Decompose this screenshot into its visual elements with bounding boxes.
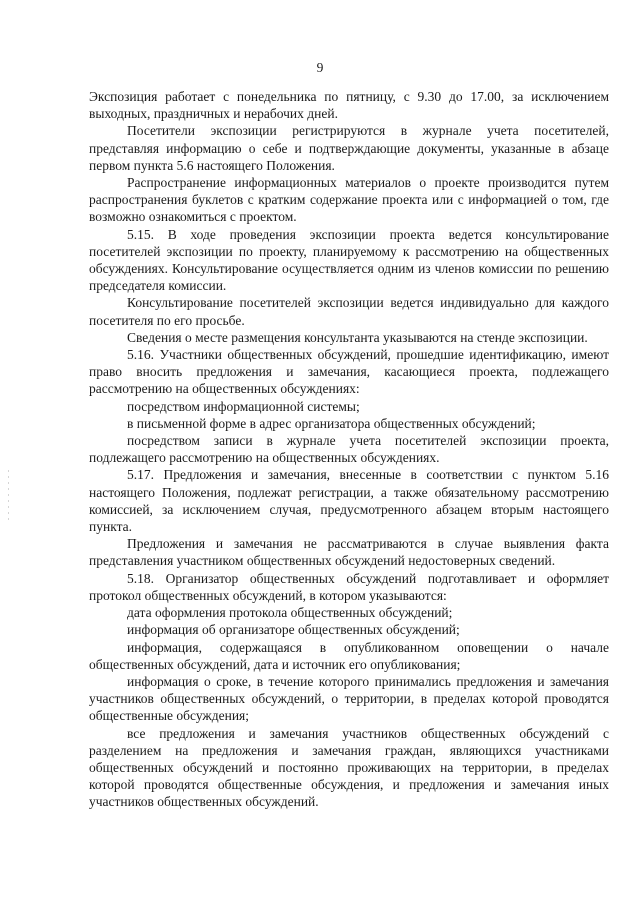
list-item-announcement-info: информация, содержащаяся в опубликованном оповещении о начале общественных обсуждений, дата и источник его опубликования; — [89, 639, 609, 672]
paragraph-consultant-location: Сведения о месте размещения консультанта указываются на стенде экспозиции. — [127, 329, 588, 345]
paragraph-clause-5-16: 5.16. Участники общественных обсуждений, прошедшие идентификацию, имеют право вносить предложения и замечания, касающиеся проекта, подлежащего рассмотрению на общественных обсуждениях: — [89, 347, 609, 397]
document-body — [89, 88, 609, 811]
list-item-visitor-journal: посредством записи в журнале учета посетителей экспозиции проекта, подлежащего рассмотрению на общественных обсуждениях. — [89, 433, 609, 466]
list-item-organizer-info: информация об организаторе общественных обсуждений; — [127, 622, 460, 638]
scan-margin-mark — [8, 470, 10, 530]
paragraph-not-considered: Предложения и замечания не рассматриваются в случае выявления факта представления участником общественных обсуждений недостоверных сведений. — [89, 536, 609, 569]
list-item-protocol-date: дата оформления протокола общественных обсуждений; — [127, 605, 453, 621]
paragraph-individual-consulting: Консультирование посетителей экспозиции ведется индивидуально для каждого посетителя по его просьбе. — [89, 295, 609, 328]
list-item-information-system: посредством информационной системы; — [127, 398, 360, 414]
paragraph-visitor-registration: Посетители экспозиции регистрируются в журнале учета посетителей, представляя информацию о себе и подтверждающие документы, указанные в абзаце первом пункта 5.6 настоящего Положения. — [89, 123, 609, 173]
list-item-term-info: информация о сроке, в течение которого принимались предложения и замечания участников общественных обсуждений, о территории, в пределах которой проводятся общественные обсуждения; — [89, 673, 609, 724]
page-number: 9 — [316, 60, 324, 75]
paragraph-exposition-hours: Экспозиция работает с понедельника по пятницу, с 9.30 до 17.00, за исключением выходных, праздничных и нерабочих дней. — [89, 89, 609, 122]
list-item-all-proposals: все предложения и замечания участников общественных обсуждений с разделением на предложения и замечания граждан, являющихся участниками общественных обсуждений и постоянно проживающих на территории, в пределах которой проводятся общественные обсуждения, и предложения и замечания иных участников общественных обсуждений. — [89, 725, 609, 810]
list-item-written-form: в письменной форме в адрес организатора общественных обсуждений; — [127, 415, 536, 431]
paragraph-clause-5-17: 5.17. Предложения и замечания, внесенные в соответствии с пунктом 5.16 настоящего Положения, подлежат регистрации, а также обязательному рассмотрению комиссией, за исключением случая, предусмотренного абзацем вторым настоящего пункта. — [89, 467, 609, 535]
paragraph-clause-5-18: 5.18. Организатор общественных обсуждений подготавливает и оформляет протокол общественных обсуждений, в котором указываются: — [89, 570, 609, 603]
paragraph-booklet-distribution: Распространение информационных материалов о проекте производится путем распространения буклетов с кратким содержание проекта или с информацией о том, где возможно ознакомиться с проектом. — [89, 175, 609, 225]
paragraph-clause-5-15: 5.15. В ходе проведения экспозиции проекта ведется консультирование посетителей экспозиции по проекту, планируемому к рассмотрению на общественных обсуждениях. Консультирование осуществляется одним из членов комиссии по решению председателя комиссии. — [89, 226, 609, 294]
